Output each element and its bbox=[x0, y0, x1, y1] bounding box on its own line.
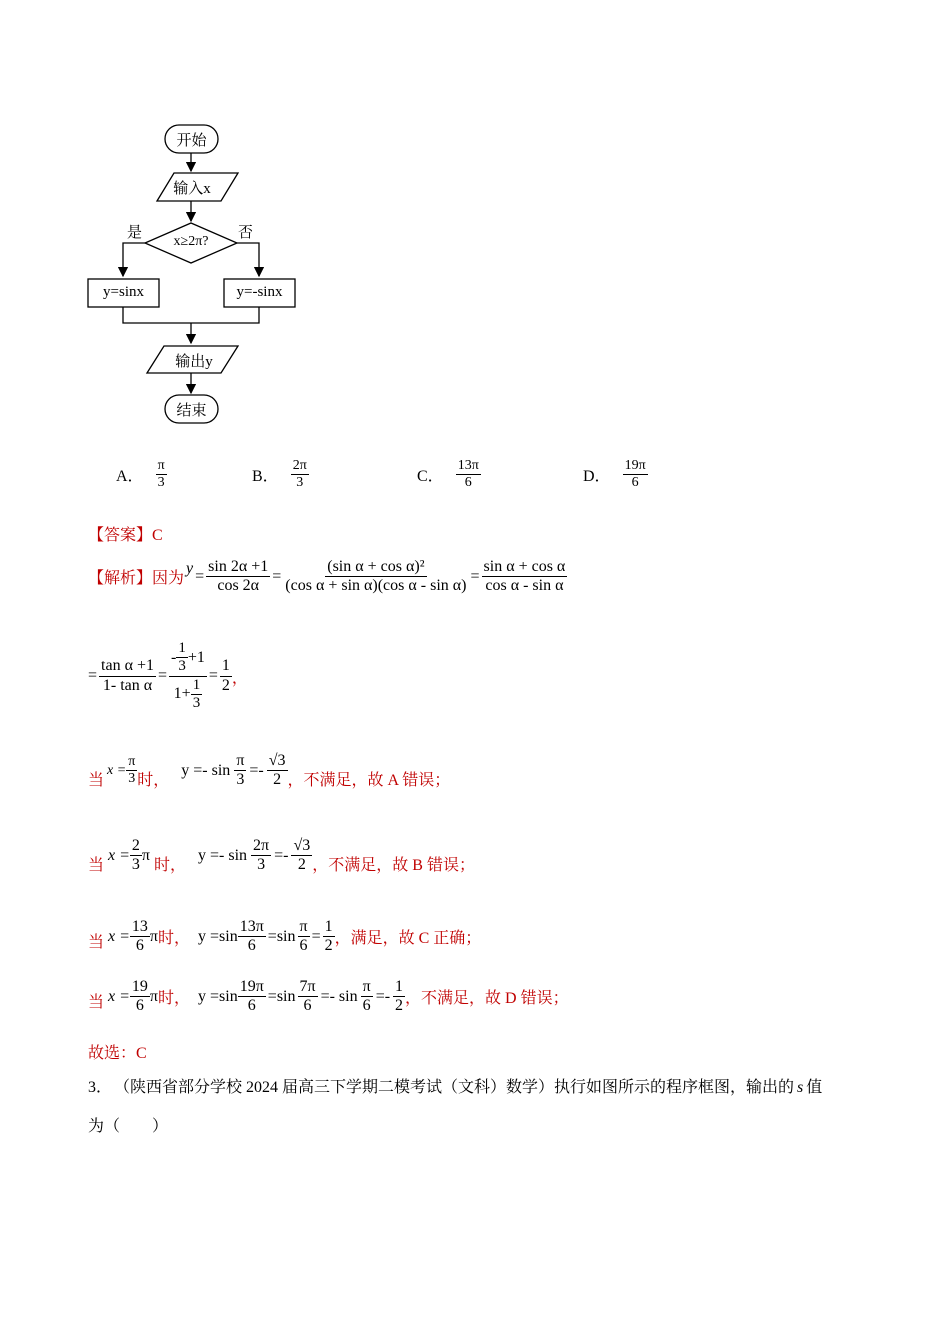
question-text: （陕西省部分学校 2024 届高三下学期二模考试（文科）数学）执行如图所示的程序框图，输出的 bbox=[122, 1079, 795, 1096]
case-x-suffix: π bbox=[149, 927, 158, 945]
fraction-numerator: 19 bbox=[130, 978, 150, 997]
case-shi: 时， bbox=[137, 772, 170, 790]
minus-sign: - bbox=[171, 648, 177, 666]
fraction-denominator: 6 bbox=[135, 937, 144, 955]
option-letter: B． bbox=[252, 468, 279, 486]
flowchart-left-box-label: y=sinx bbox=[103, 284, 144, 300]
case-shi: 时， bbox=[154, 857, 187, 875]
case-x-expr: x = bbox=[108, 846, 130, 864]
fraction-denominator: 3 bbox=[128, 771, 136, 787]
comma: ， bbox=[231, 669, 248, 687]
fraction-numerator: 1 bbox=[323, 918, 335, 937]
case-x-expr: x = bbox=[108, 927, 130, 945]
fraction-denominator: 6 bbox=[299, 937, 308, 955]
option-a bbox=[116, 458, 167, 491]
case-x-expr: x = bbox=[108, 987, 130, 1005]
fraction-denominator: 3 bbox=[178, 658, 186, 675]
case-y-expr: y =- sin bbox=[181, 761, 231, 779]
fraction-numerator: sin α + cos α bbox=[482, 558, 568, 577]
case-eq: =- sin bbox=[320, 987, 358, 1005]
case-eq: =sin bbox=[267, 987, 296, 1005]
fraction-numerator: π bbox=[361, 978, 373, 997]
complex-fraction-numerator bbox=[169, 640, 207, 677]
case-tail: ，满足，故 C 正确； bbox=[334, 930, 482, 948]
option-letter: A． bbox=[116, 468, 144, 486]
equals: = bbox=[157, 667, 168, 684]
case-c-line bbox=[88, 918, 481, 956]
fraction-denominator: cos 2α bbox=[217, 577, 260, 595]
case-b-line bbox=[88, 837, 475, 875]
analysis-line-2 bbox=[88, 640, 248, 712]
fraction-denominator: (cos α + sin α)(cos α - sin α) bbox=[285, 577, 467, 595]
fraction-denominator: 1- tan α bbox=[102, 676, 153, 694]
case-eq: = bbox=[311, 927, 321, 945]
conclusion: 故选：C bbox=[88, 1045, 147, 1062]
case-x-expr: x = bbox=[107, 762, 127, 778]
fraction-denominator: 6 bbox=[303, 997, 312, 1015]
fraction-denominator: 3 bbox=[257, 856, 266, 874]
case-tail: ，不满足，故 B 错误； bbox=[312, 857, 475, 875]
equals: = bbox=[272, 567, 282, 585]
case-y-expr: y =sin bbox=[198, 927, 238, 945]
fraction-numerator: √3 bbox=[267, 752, 288, 771]
case-a-line bbox=[88, 752, 450, 790]
fraction-numerator: π bbox=[234, 752, 246, 771]
fraction-numerator: 1 bbox=[176, 640, 188, 658]
fraction-numerator: π bbox=[298, 918, 310, 937]
question-text-end: 值 bbox=[806, 1079, 823, 1096]
plus-one: +1 bbox=[187, 648, 205, 666]
fraction-numerator: (sin α + cos α)² bbox=[325, 558, 426, 577]
fraction-denominator: 2 bbox=[297, 856, 306, 874]
case-tail: ，不满足，故 D 错误； bbox=[405, 990, 569, 1008]
fraction-numerator: 2 bbox=[130, 837, 142, 856]
flowchart-input-label: 输入x bbox=[173, 181, 211, 197]
analysis-label: 【解析】 bbox=[88, 570, 153, 588]
fraction-numerator: √3 bbox=[291, 837, 312, 856]
analysis-because: 因为 bbox=[152, 570, 185, 588]
case-dang: 当 bbox=[88, 994, 105, 1012]
question-3-line-2: 为（ ） bbox=[88, 1118, 169, 1135]
fraction-numerator: π bbox=[126, 754, 137, 771]
answer-label: 【答案】 bbox=[88, 527, 153, 544]
y-var: y bbox=[186, 559, 194, 577]
case-eq: =- bbox=[274, 846, 289, 864]
case-eq: =- bbox=[375, 987, 391, 1005]
fraction-numerator: 1 bbox=[191, 677, 203, 695]
fraction-numerator: 1 bbox=[393, 978, 405, 997]
case-y-expr: y =sin bbox=[198, 987, 238, 1005]
flowchart-yes-label: 是 bbox=[127, 225, 143, 241]
option-b bbox=[252, 458, 309, 491]
answer-value: C bbox=[152, 527, 163, 544]
equals: = bbox=[195, 567, 205, 585]
fraction-numerator: 13 bbox=[130, 918, 150, 937]
flowchart-start-label: 开始 bbox=[176, 133, 207, 149]
fraction-denominator: 2 bbox=[273, 771, 282, 789]
option-letter: C． bbox=[417, 468, 444, 486]
option-num: 13π bbox=[456, 458, 481, 475]
fraction-denominator: 2 bbox=[221, 676, 230, 694]
question-3-line-1 bbox=[88, 1074, 822, 1097]
fraction-numerator: 1 bbox=[220, 657, 232, 676]
fraction-numerator: 7π bbox=[298, 978, 318, 997]
fraction-denominator: 3 bbox=[236, 771, 245, 789]
flowchart-end-label: 结束 bbox=[176, 403, 207, 419]
case-eq: =sin bbox=[267, 927, 296, 945]
flowchart-decision-label: x≥2π? bbox=[173, 234, 209, 249]
fraction-denominator: 6 bbox=[247, 937, 256, 955]
option-den: 6 bbox=[464, 475, 472, 491]
fraction-denominator: 6 bbox=[247, 997, 256, 1015]
question-var: s bbox=[797, 1079, 804, 1096]
case-eq: =- bbox=[249, 761, 264, 779]
case-shi: 时， bbox=[158, 990, 191, 1008]
fraction-denominator: 2 bbox=[324, 937, 333, 955]
option-num: π bbox=[156, 458, 167, 475]
equals: = bbox=[88, 667, 98, 684]
case-x-suffix: π bbox=[141, 846, 150, 864]
case-dang: 当 bbox=[88, 857, 105, 875]
option-den: 3 bbox=[296, 475, 304, 491]
case-y-expr: y =- sin bbox=[198, 846, 248, 864]
case-x-suffix: π bbox=[149, 987, 158, 1005]
answer-line bbox=[88, 522, 163, 545]
fraction-denominator: cos α - sin α bbox=[485, 577, 564, 595]
fraction-numerator: 13π bbox=[238, 918, 266, 937]
fraction-numerator: tan α +1 bbox=[99, 657, 156, 676]
flowchart bbox=[80, 115, 320, 435]
one-plus: 1+ bbox=[173, 685, 191, 703]
question-number: 3． bbox=[88, 1079, 113, 1096]
case-dang: 当 bbox=[88, 934, 105, 952]
option-c bbox=[417, 458, 481, 491]
equals: = bbox=[470, 567, 480, 585]
case-d-line bbox=[88, 978, 569, 1016]
case-shi: 时， bbox=[158, 930, 191, 948]
option-den: 6 bbox=[631, 475, 639, 491]
option-den: 3 bbox=[157, 475, 165, 491]
fraction-numerator: sin 2α +1 bbox=[206, 558, 270, 577]
fraction-numerator: 2π bbox=[251, 837, 271, 856]
fraction-denominator: 3 bbox=[192, 694, 201, 711]
flowchart-no-label: 否 bbox=[238, 225, 254, 241]
case-tail: ，不满足，故 A 错误； bbox=[287, 772, 451, 790]
option-d bbox=[583, 458, 648, 491]
fraction-numerator: 19π bbox=[238, 978, 266, 997]
fraction-denominator: 3 bbox=[131, 856, 140, 874]
equals: = bbox=[208, 667, 218, 684]
option-num: 2π bbox=[291, 458, 309, 475]
case-dang: 当 bbox=[88, 772, 105, 790]
analysis-line-1 bbox=[88, 558, 567, 596]
fraction-denominator: 6 bbox=[135, 997, 144, 1015]
fraction-denominator: 2 bbox=[395, 997, 404, 1015]
option-letter: D． bbox=[583, 468, 611, 486]
flowchart-right-box-label: y=-sinx bbox=[236, 284, 283, 300]
complex-fraction-denominator bbox=[172, 677, 205, 713]
flowchart-output-label: 输出y bbox=[175, 354, 213, 370]
option-num: 19π bbox=[623, 458, 648, 475]
fraction-denominator: 6 bbox=[362, 997, 371, 1015]
